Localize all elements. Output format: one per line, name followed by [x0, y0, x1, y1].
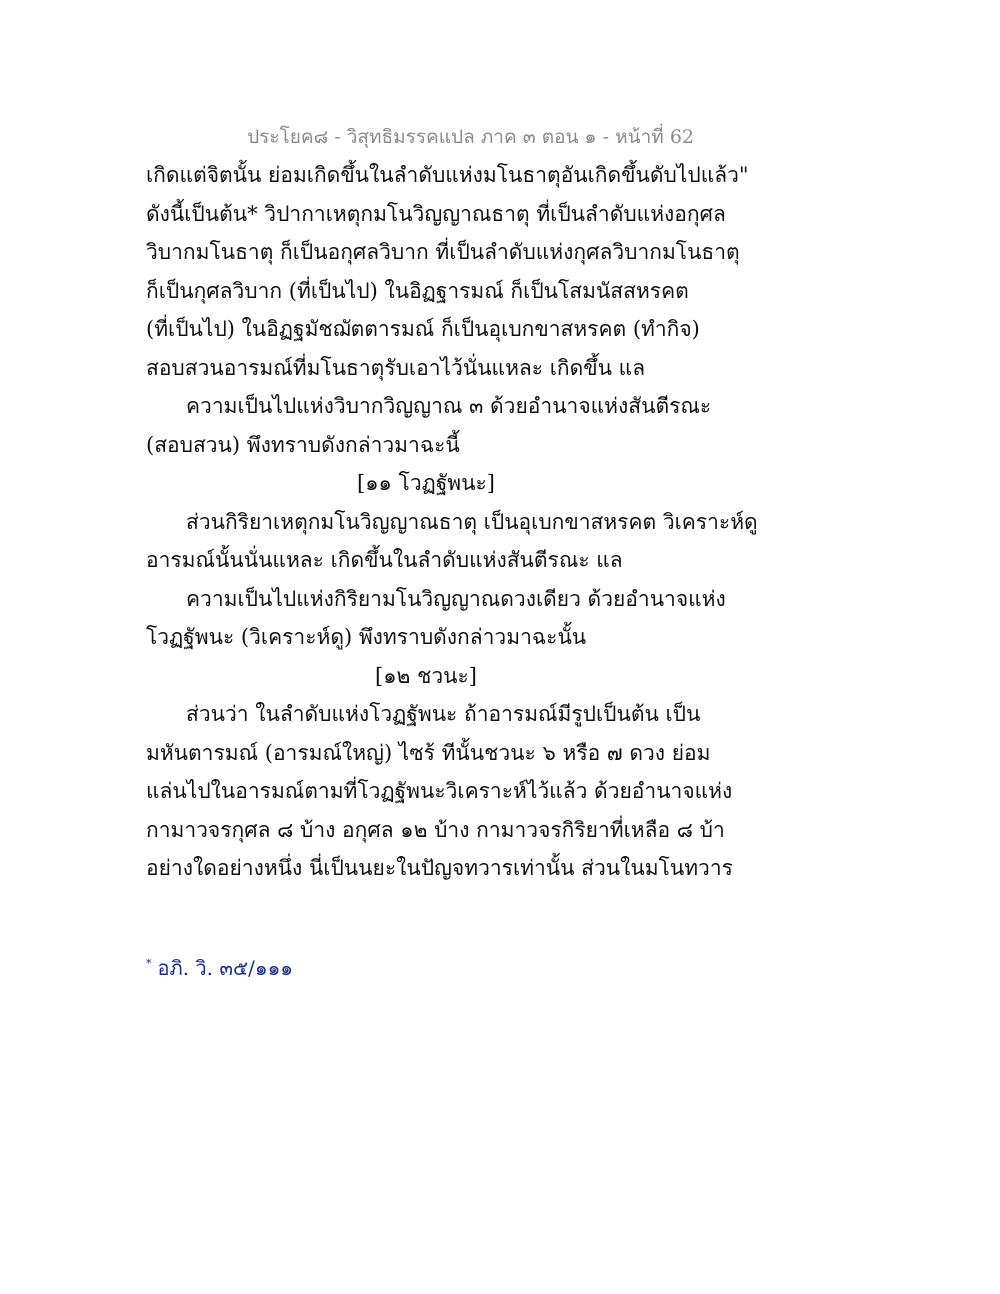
text-line: สอบสวนอารมณ์ที่มโนธาตุรับเอาไว้นั่นแหละ เกิดขึ้น แล [146, 355, 646, 380]
footnote [146, 952, 293, 984]
text-line: มหันตารมณ์ (อารมณ์ใหญ่) ไซร้ ทีนั้นชวนะ ๖ หรือ ๗ ดวง ย่อม [146, 740, 711, 765]
text-line: ดังนี้เป็นต้น* วิปากาเหตุกมโนวิญญาณธาตุ ที่เป็นลำดับแห่งอกุศล [146, 201, 726, 226]
page-body [146, 156, 758, 888]
text-line: โวฏฐัพนะ (วิเคราะห์ดู) พึงทราบดังกล่าวมาฉะนั้น [146, 625, 587, 649]
text-line: กามาวจรกุศล ๘ บ้าง อกุศล ๑๒ บ้าง กามาวจรกิริยาที่เหลือ ๘ บ้า [146, 817, 725, 842]
footnote-text: อภิ. วิ. ๓๕/๑๑๑ [157, 956, 293, 980]
paragraph-start-line: ความเป็นไปแห่งกิริยามโนวิญญาณดวงเดียว ด้วยอำนาจแห่ง [186, 586, 726, 611]
text-line: อารมณ์นั้นนั่นแหละ เกิดขึ้นในลำดับแห่งสันตีรณะ แล [146, 548, 623, 572]
page-header: ประโยค๘ - วิสุทธิมรรคแปล ภาค ๓ ตอน ๑ - หน้าที่ 62 [247, 126, 694, 148]
paragraph-start-line: ส่วนกิริยาเหตุกมโนวิญญาณธาตุ เป็นอุเบกขาสหรคต วิเคราะห์ดู [186, 509, 758, 534]
text-line: อย่างใดอย่างหนึ่ง นี่เป็นนยะในปัญจทวารเท่านั้น ส่วนในมโนทวาร [146, 856, 733, 880]
text-line: (สอบสวน) พึงทราบดังกล่าวมาฉะนี้ [146, 432, 460, 457]
text-line: เกิดแต่จิตนั้น ย่อมเกิดขึ้นในลำดับแห่งมโนธาตุอันเกิดขึ้นดับไปแล้ว" [146, 163, 749, 187]
paragraph-start-line: ความเป็นไปแห่งวิบากวิญญาณ ๓ ด้วยอำนาจแห่งสันตีรณะ [186, 394, 712, 418]
paragraph-start-line: ส่วนว่า ในลำดับแห่งโวฏฐัพนะ ถ้าอารมณ์มีรูปเป็นต้น เป็น [186, 702, 701, 726]
text-line: (ที่เป็นไป) ในอิฏฐมัชฌัตตารมณ์ ก็เป็นอุเบกขาสหรคต (ทำกิจ) [146, 317, 700, 341]
text-line: วิบากมโนธาตุ ก็เป็นอกุศลวิบาก ที่เป็นลำดับแห่งกุศลวิบากมโนธาตุ [146, 240, 740, 264]
footnote-marker: * [146, 957, 152, 971]
text-line: แล่นไปในอารมณ์ตามที่โวฏฐัพนะวิเคราะห์ไว้แล้ว ด้วยอำนาจแห่ง [146, 779, 733, 803]
section-heading: [๑๑ โวฏฐัพนะ] [357, 471, 495, 495]
text-line: ก็เป็นกุศลวิบาก (ที่เป็นไป) ในอิฏฐารมณ์ ก็เป็นโสมนัสสหรคต [146, 278, 689, 303]
section-heading: [๑๒ ชวนะ] [375, 663, 477, 688]
